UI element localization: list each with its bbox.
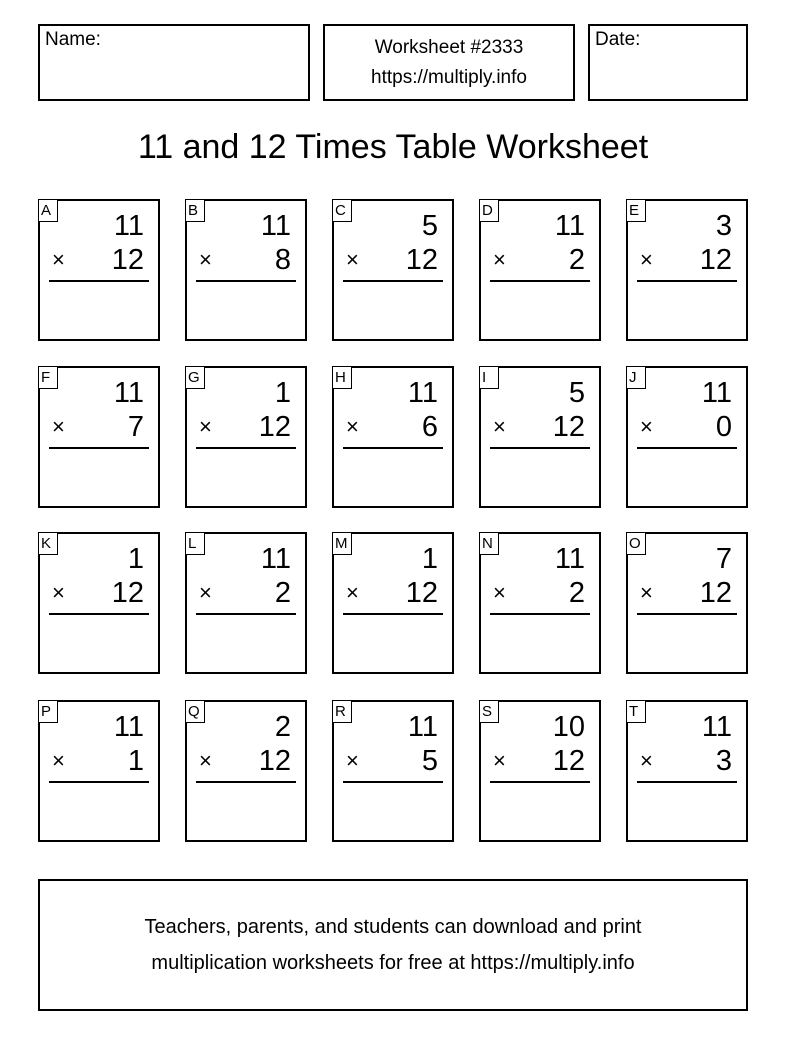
multiplicand: 11 bbox=[260, 210, 291, 242]
times-sign: × bbox=[493, 414, 506, 439]
problem-label: G bbox=[185, 366, 205, 389]
times-sign: × bbox=[52, 748, 65, 773]
times-sign: × bbox=[52, 247, 65, 272]
problem-label: K bbox=[38, 532, 58, 555]
answer-line bbox=[343, 613, 443, 615]
problem-card[interactable] bbox=[38, 532, 160, 674]
footer-box bbox=[38, 879, 748, 1011]
footer-line-2: multiplication worksheets for free at https://multiply.info bbox=[151, 952, 635, 974]
multiplicand: 5 bbox=[421, 210, 438, 242]
problem-card[interactable] bbox=[626, 199, 748, 341]
multiplicand: 1 bbox=[421, 543, 438, 575]
times-sign: × bbox=[640, 580, 653, 605]
problem-label: J bbox=[626, 366, 646, 389]
answer-line bbox=[343, 447, 443, 449]
multiplicand: 11 bbox=[113, 210, 144, 242]
times-sign: × bbox=[493, 247, 506, 272]
multiplier: 12 bbox=[699, 577, 732, 609]
answer-line bbox=[49, 447, 149, 449]
problem-card[interactable] bbox=[332, 366, 454, 508]
problem-label: A bbox=[38, 199, 58, 222]
problem-label: L bbox=[185, 532, 205, 555]
problem-label: E bbox=[626, 199, 646, 222]
answer-line bbox=[196, 280, 296, 282]
worksheet-number: Worksheet #2333 bbox=[374, 37, 524, 58]
answer-line bbox=[637, 447, 737, 449]
times-sign: × bbox=[199, 414, 212, 439]
answer-line bbox=[196, 613, 296, 615]
answer-line bbox=[343, 280, 443, 282]
problem-card[interactable] bbox=[479, 532, 601, 674]
problem-card[interactable] bbox=[38, 700, 160, 842]
multiplicand: 11 bbox=[701, 377, 732, 409]
problem-card[interactable] bbox=[332, 532, 454, 674]
problem-card[interactable] bbox=[479, 700, 601, 842]
times-sign: × bbox=[52, 414, 65, 439]
problem-card[interactable] bbox=[479, 366, 601, 508]
problem-card[interactable] bbox=[626, 532, 748, 674]
problem-card[interactable] bbox=[38, 366, 160, 508]
name-label: Name: bbox=[45, 29, 101, 50]
answer-line bbox=[49, 781, 149, 783]
problem-label: R bbox=[332, 700, 352, 723]
times-sign: × bbox=[493, 580, 506, 605]
problem-label: N bbox=[479, 532, 499, 555]
times-sign: × bbox=[346, 748, 359, 773]
multiplicand: 1 bbox=[127, 543, 144, 575]
problem-label: D bbox=[479, 199, 499, 222]
answer-line bbox=[637, 613, 737, 615]
problem-card[interactable] bbox=[332, 199, 454, 341]
problem-label: M bbox=[332, 532, 352, 555]
times-sign: × bbox=[346, 247, 359, 272]
problem-label: I bbox=[479, 366, 499, 389]
answer-line bbox=[196, 447, 296, 449]
answer-line bbox=[637, 280, 737, 282]
multiplier: 12 bbox=[258, 411, 291, 443]
answer-line bbox=[49, 280, 149, 282]
multiplier: 3 bbox=[715, 745, 732, 777]
multiplier: 7 bbox=[127, 411, 144, 443]
problem-label: C bbox=[332, 199, 352, 222]
page-title: 11 and 12 Times Table Worksheet bbox=[137, 128, 649, 166]
multiplier: 12 bbox=[405, 577, 438, 609]
problem-label: Q bbox=[185, 700, 205, 723]
times-sign: × bbox=[346, 414, 359, 439]
multiplicand: 1 bbox=[274, 377, 291, 409]
multiplicand: 11 bbox=[113, 377, 144, 409]
problem-label: B bbox=[185, 199, 205, 222]
problem-card[interactable] bbox=[626, 700, 748, 842]
answer-line bbox=[49, 613, 149, 615]
multiplier: 12 bbox=[258, 745, 291, 777]
times-sign: × bbox=[199, 748, 212, 773]
times-sign: × bbox=[640, 748, 653, 773]
problem-label: T bbox=[626, 700, 646, 723]
multiplier: 2 bbox=[568, 577, 585, 609]
multiplier: 6 bbox=[421, 411, 438, 443]
multiplier: 12 bbox=[111, 577, 144, 609]
date-label: Date: bbox=[595, 29, 641, 50]
answer-line bbox=[637, 781, 737, 783]
multiplicand: 11 bbox=[554, 543, 585, 575]
answer-line bbox=[490, 781, 590, 783]
times-sign: × bbox=[640, 247, 653, 272]
multiplicand: 3 bbox=[715, 210, 732, 242]
multiplicand: 11 bbox=[260, 543, 291, 575]
multiplier: 2 bbox=[274, 577, 291, 609]
answer-line bbox=[490, 280, 590, 282]
multiplicand: 5 bbox=[568, 377, 585, 409]
times-sign: × bbox=[52, 580, 65, 605]
multiplier: 0 bbox=[715, 411, 732, 443]
problem-label: F bbox=[38, 366, 58, 389]
problem-label: H bbox=[332, 366, 352, 389]
problem-card[interactable] bbox=[185, 199, 307, 341]
problem-label: S bbox=[479, 700, 499, 723]
problem-card[interactable] bbox=[185, 532, 307, 674]
multiplier: 12 bbox=[405, 244, 438, 276]
problem-card[interactable] bbox=[185, 366, 307, 508]
multiplier: 12 bbox=[552, 745, 585, 777]
multiplicand: 11 bbox=[407, 377, 438, 409]
multiplier: 8 bbox=[274, 244, 291, 276]
multiplicand: 11 bbox=[554, 210, 585, 242]
problem-card[interactable] bbox=[38, 199, 160, 341]
problem-card[interactable] bbox=[185, 700, 307, 842]
times-sign: × bbox=[199, 580, 212, 605]
multiplicand: 7 bbox=[715, 543, 732, 575]
multiplier: 12 bbox=[111, 244, 144, 276]
problem-card[interactable] bbox=[479, 199, 601, 341]
answer-line bbox=[490, 447, 590, 449]
multiplier: 12 bbox=[699, 244, 732, 276]
multiplier: 2 bbox=[568, 244, 585, 276]
worksheet-url: https://multiply.info bbox=[371, 67, 527, 88]
multiplier: 1 bbox=[127, 745, 144, 777]
problem-label: O bbox=[626, 532, 646, 555]
multiplicand: 11 bbox=[407, 711, 438, 743]
times-sign: × bbox=[640, 414, 653, 439]
problem-card[interactable] bbox=[626, 366, 748, 508]
multiplier: 5 bbox=[421, 745, 438, 777]
times-sign: × bbox=[493, 748, 506, 773]
times-sign: × bbox=[346, 580, 359, 605]
multiplier: 12 bbox=[552, 411, 585, 443]
times-sign: × bbox=[199, 247, 212, 272]
problem-label: P bbox=[38, 700, 58, 723]
multiplicand: 2 bbox=[274, 711, 291, 743]
answer-line bbox=[196, 781, 296, 783]
answer-line bbox=[343, 781, 443, 783]
footer-line-1: Teachers, parents, and students can download and print bbox=[144, 916, 642, 938]
multiplicand: 10 bbox=[552, 711, 585, 743]
multiplicand: 11 bbox=[701, 711, 732, 743]
multiplicand: 11 bbox=[113, 711, 144, 743]
problem-card[interactable] bbox=[332, 700, 454, 842]
answer-line bbox=[490, 613, 590, 615]
